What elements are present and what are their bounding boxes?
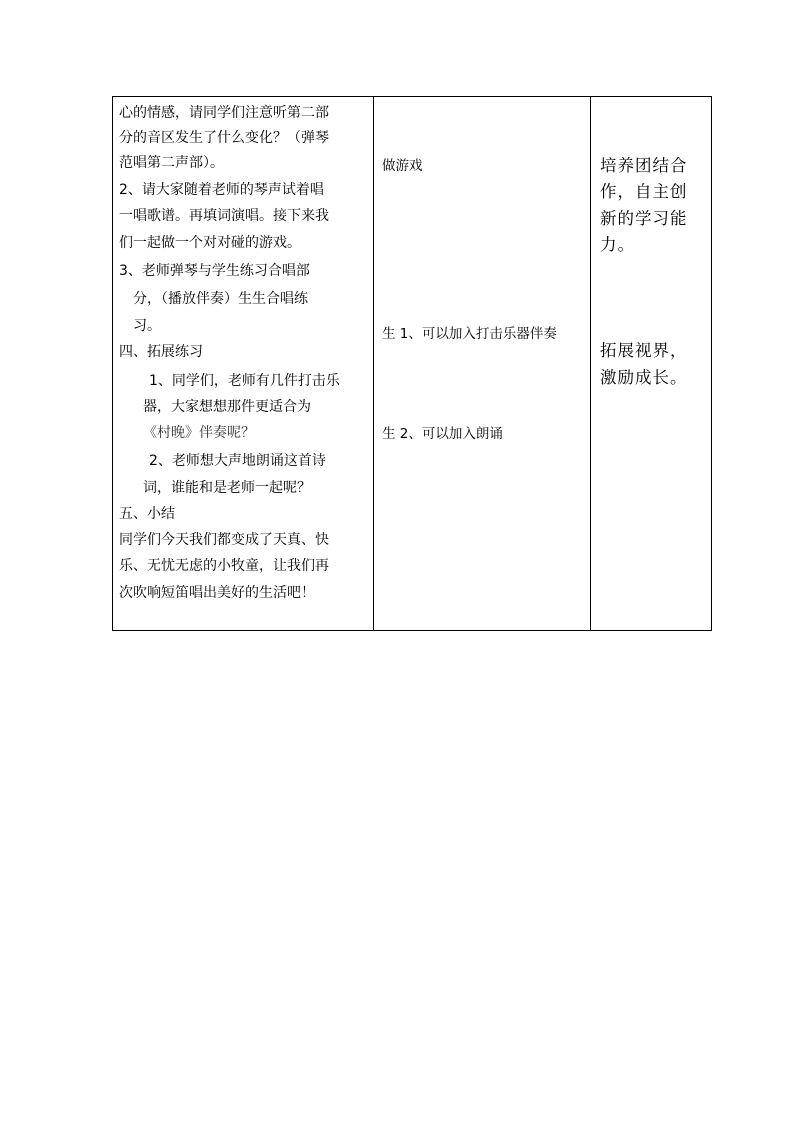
- text-line: 2、请大家随着老师的琴声试着唱: [119, 182, 324, 198]
- text-line: 力。: [600, 235, 635, 254]
- teaching-process-column: [113, 97, 374, 630]
- text-line: 激励成长。: [600, 368, 688, 387]
- text-line: 范唱第二声部）。: [119, 155, 224, 171]
- text-line: 培养团结合: [600, 156, 688, 175]
- text-line: 心的情感，请同学们注意听第二部: [119, 105, 329, 121]
- text-line: 《村晚》伴奏呢？: [143, 425, 255, 441]
- text-line: 3、老师弹琴与学生练习合唱部: [119, 263, 310, 279]
- text-line: 词，谁能和是老师一起呢？: [143, 480, 311, 496]
- section-heading: 五、小结: [119, 506, 175, 522]
- text-line: 生 2、可以加入朗诵: [382, 426, 503, 442]
- text-line: 次吹响短笛唱出美好的生活吧！: [119, 585, 315, 601]
- text-line: 同学们今天我们都变成了天真、快: [119, 532, 329, 548]
- text-line: 器，大家想想那件更适合为: [143, 399, 311, 415]
- text-line: 们一起做一个对对碰的游戏。: [119, 235, 301, 251]
- text-line: 生 1、可以加入打击乐器伴奏: [382, 326, 557, 342]
- text-line: 分，（播放伴奏）生生合唱练: [133, 291, 308, 307]
- text-line: 分的音区发生了什么变化？（弹琴: [119, 130, 329, 146]
- text-line: 作，自主创: [600, 182, 688, 201]
- text-line: 拓展视界，: [600, 341, 688, 360]
- section-heading: 四、拓展练习: [119, 344, 203, 360]
- text-line: 一唱歌谱。再填词演唱。接下来我: [119, 208, 329, 224]
- text-line: 2、老师想大声地朗诵这首诗: [149, 453, 326, 469]
- text-line: 做游戏: [382, 158, 423, 174]
- student-activity-column: [374, 97, 591, 630]
- text-line: 新的学习能: [600, 209, 688, 228]
- design-intent-column: [591, 97, 712, 630]
- text-line: 习。: [133, 318, 161, 334]
- text-line: 1、同学们，老师有几件打击乐: [149, 373, 340, 389]
- lesson-plan-table: [112, 96, 712, 631]
- text-line: 乐、无忧无虑的小牧童，让我们再: [119, 558, 329, 574]
